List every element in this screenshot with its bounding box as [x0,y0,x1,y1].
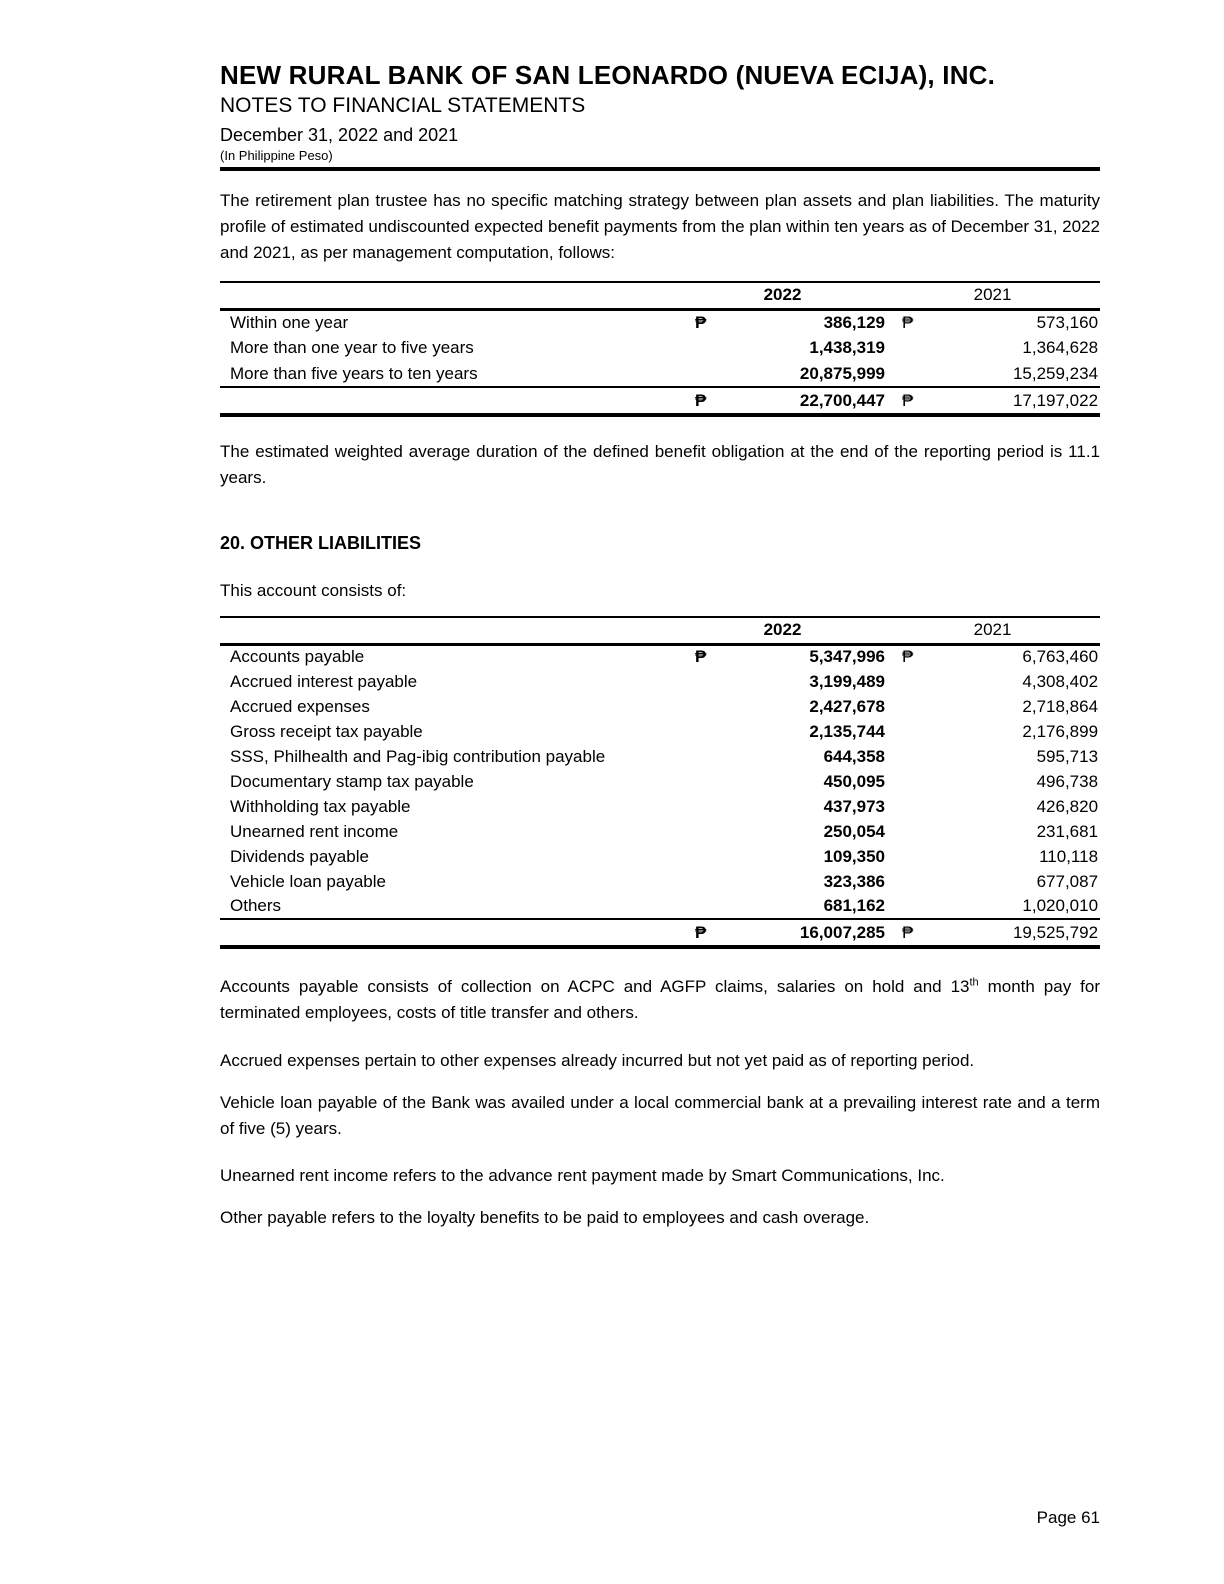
note-text-pre: Accounts payable consists of collection on ACPC and AGFP claims, salaries on hold and 13 [220,977,970,996]
value-2021: 2,718,864 [1022,696,1099,716]
value-2021: 595,713 [1036,746,1099,766]
note-accrued-expenses: Accrued expenses pertain to other expenses already incurred but not yet paid as of reporting period. [220,1051,975,1070]
value-2021: 4,308,402 [1022,671,1099,691]
column-header-2022: 2022 [680,617,885,644]
value-2022: 2,427,678 [809,696,886,716]
value-2021: 426,820 [1036,796,1099,816]
row-label: Withholding tax payable [230,796,411,816]
peso-sign-2022: ₱ [680,387,715,415]
table-row [220,869,1100,894]
page-number: Page 61 [1036,1508,1100,1527]
value-2022: 644,358 [823,746,886,766]
table-row [220,769,1100,794]
table-row [220,694,1100,719]
column-header-2021: 2021 [885,282,1100,309]
table-row [220,309,1100,335]
value-2021: 2,176,899 [1022,721,1099,741]
row-label: Accrued expenses [230,696,370,716]
note-accounts-payable [220,974,1100,1026]
row-label: Accrued interest payable [230,671,418,691]
row-label: Gross receipt tax payable [230,721,423,741]
row-label: Vehicle loan payable [230,871,386,891]
header-spacer-cell [220,282,680,309]
note-text-post: month pay for terminated employees, costs of title transfer and others. [220,977,1100,1022]
ordinal-superscript: th [969,976,979,989]
peso-sign-2021: ₱ [902,647,914,667]
table-total-row [220,387,1100,415]
row-label: Others [220,894,680,919]
row-label: Unearned rent income [230,821,399,841]
value-2021: 6,763,460 [1022,647,1099,667]
peso-sign-2022: ₱ [695,647,707,667]
table-total-row [220,919,1100,947]
value-2022: 20,875,999 [715,361,885,387]
value-2021: 496,738 [1036,771,1099,791]
value-2022: 109,350 [823,846,886,866]
table-row [220,719,1100,744]
value-2021: 15,259,234 [920,361,1100,387]
table-row [220,669,1100,694]
peso-sign-2022: ₱ [680,919,715,947]
total-2022: 22,700,447 [715,387,885,415]
other-liabilities-table [220,616,1100,949]
document-date-line: December 31, 2022 and 2021 [220,125,459,145]
table-row [220,361,1100,387]
table-row [220,844,1100,869]
value-2021: 1,364,628 [1022,338,1099,357]
section-lead: This account consists of: [220,581,407,600]
total-2021: 19,525,792 [920,919,1100,947]
value-2021: 573,160 [1036,312,1099,332]
table-row [220,894,1100,919]
row-label: More than five years to ten years [220,361,680,387]
peso-sign-2021: ₱ [885,919,920,947]
table-row [220,794,1100,819]
table-row [220,644,1100,669]
peso-sign-2021: ₱ [885,387,920,415]
total-2022: 16,007,285 [715,919,885,947]
value-2022: 3,199,489 [809,671,886,691]
value-2021: 1,020,010 [920,894,1100,919]
value-2022: 437,973 [823,796,886,816]
value-2022: 5,347,996 [809,647,886,667]
note-unearned-rent: Unearned rent income refers to the advance rent payment made by Smart Communications, Inc. [220,1166,945,1185]
value-2022: 386,129 [823,312,886,332]
value-2022: 2,135,744 [809,721,886,741]
peso-sign-2021: ₱ [902,312,914,332]
maturity-profile-table [220,281,1100,417]
value-2021: 677,087 [1036,871,1099,891]
row-label: Dividends payable [230,846,369,866]
currency-note: (In Philippine Peso) [220,148,333,163]
header-divider-rule [220,167,1100,171]
note-other-payable: Other payable refers to the loyalty benefits to be paid to employees and cash overage. [220,1208,870,1227]
column-header-2021: 2021 [885,617,1100,644]
column-header-2022: 2022 [680,282,885,309]
peso-sign-2022: ₱ [695,312,707,332]
row-label: SSS, Philhealth and Pag-ibig contribution payable [230,746,606,766]
page-content [220,60,1100,1231]
header-spacer-cell [220,617,680,644]
value-2022: 323,386 [823,871,886,891]
intro-paragraph: The retirement plan trustee has no specific matching strategy between plan assets and plan liabilities. The maturity profile of estimated undiscounted expected benefit payments from the plan within ten years as of December 31, 2022 and 2021, as per management computation, follows: [220,191,1100,262]
value-2022: 1,438,319 [809,338,886,357]
note-vehicle-loan: Vehicle loan payable of the Bank was availed under a local commercial bank at a prevailing interest rate and a term of five (5) years. [220,1093,1100,1138]
row-label: Within one year [230,312,349,332]
bank-name-title: NEW RURAL BANK OF SAN LEONARDO (NUEVA ECIJA), INC. [220,60,996,90]
value-2022: 450,095 [823,771,886,791]
document-subtitle: NOTES TO FINANCIAL STATEMENTS [220,94,586,117]
value-2021: 231,681 [1036,821,1099,841]
table-row [220,744,1100,769]
table-row [220,819,1100,844]
value-2021: 110,118 [1039,846,1099,866]
duration-paragraph: The estimated weighted average duration of the defined benefit obligation at the end of the reporting period is 11.1 years. [220,442,1100,487]
value-2022: 250,054 [823,821,886,841]
value-2022: 681,162 [715,894,885,919]
section-heading-other-liabilities: 20. OTHER LIABILITIES [220,533,422,553]
table-header-row [220,282,1100,309]
table-row [220,335,1100,361]
row-label: Accounts payable [230,647,365,667]
row-label: Documentary stamp tax payable [230,771,474,791]
table-header-row [220,617,1100,644]
total-2021: 17,197,022 [920,387,1100,415]
row-label: More than one year to five years [230,338,474,357]
